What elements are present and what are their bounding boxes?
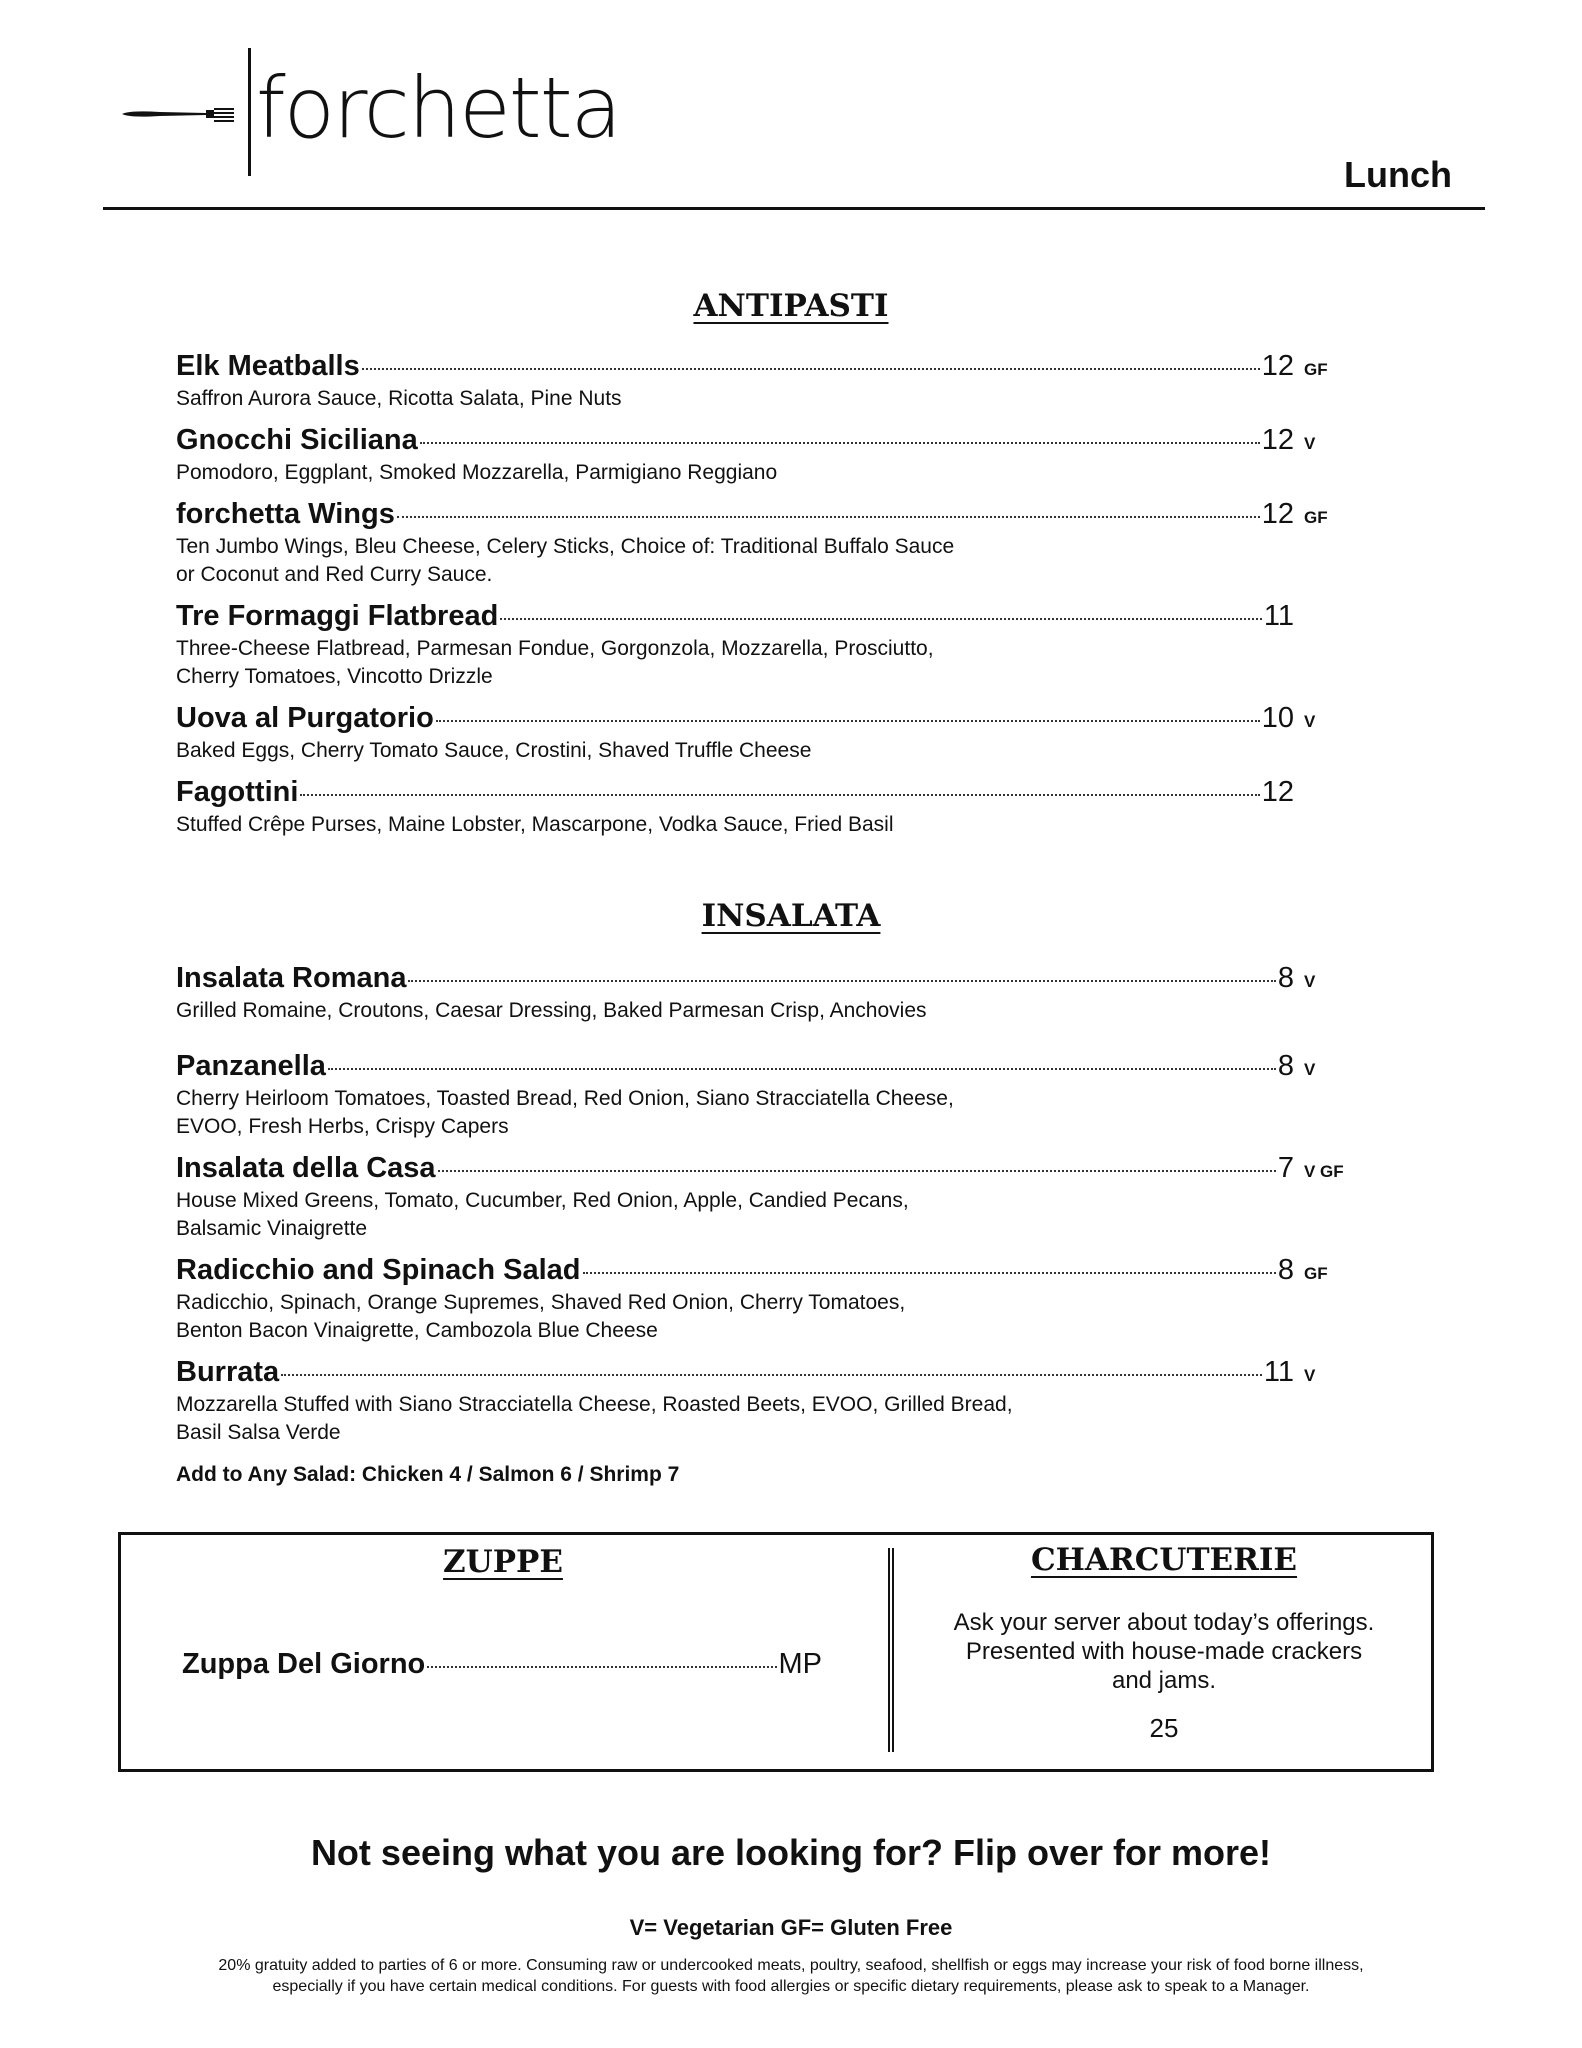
item-price: 11 bbox=[1263, 600, 1294, 632]
menu-item-row bbox=[176, 776, 1366, 809]
item-name: Radicchio and Spinach Salad bbox=[176, 1254, 581, 1286]
menu-item-zuppa bbox=[182, 1648, 822, 1681]
menu-item bbox=[176, 1356, 1366, 1447]
dietary-tag: V bbox=[1304, 1366, 1316, 1385]
fork-icon bbox=[120, 102, 245, 126]
leader-dots bbox=[420, 442, 1260, 444]
charcuterie-line: Presented with house-made crackers bbox=[965, 1638, 1363, 1665]
item-price: 8 bbox=[1277, 1254, 1294, 1286]
description-line: Basil Salsa Verde bbox=[176, 1421, 341, 1444]
disclaimer-line: especially if you have certain medical conditions. For guests with food allergies or specific dietary requirements, please ask to speak to a Manager. bbox=[272, 1978, 1310, 1995]
dietary-legend: V= Vegetarian GF= Gluten Free bbox=[629, 1915, 953, 1940]
leader-dots bbox=[362, 368, 1260, 370]
dietary-tag: V GF bbox=[1304, 1162, 1344, 1181]
menu-item-row bbox=[176, 962, 1366, 995]
description-line: Baked Eggs, Cherry Tomato Sauce, Crostini, Shaved Truffle Cheese bbox=[176, 739, 812, 762]
description-line: Pomodoro, Eggplant, Smoked Mozzarella, Parmigiano Reggiano bbox=[176, 461, 778, 484]
item-price: 7 bbox=[1277, 1152, 1294, 1184]
charcuterie-price: 25 bbox=[1149, 1713, 1179, 1743]
description-line: Cherry Heirloom Tomatoes, Toasted Bread, Red Onion, Siano Stracciatella Cheese, bbox=[176, 1087, 954, 1110]
menu-item-row bbox=[176, 1254, 1366, 1287]
item-price: 12 bbox=[1261, 424, 1294, 456]
header-divider bbox=[103, 207, 1485, 210]
item-name: Zuppa Del Giorno bbox=[182, 1648, 426, 1680]
leader-dots bbox=[328, 1068, 1276, 1070]
description-line: Saffron Aurora Sauce, Ricotta Salata, Pine Nuts bbox=[176, 387, 622, 410]
description-line: Benton Bacon Vinaigrette, Cambozola Blue Cheese bbox=[176, 1319, 658, 1342]
leader-dots bbox=[583, 1272, 1276, 1274]
description-line: Radicchio, Spinach, Orange Supremes, Shaved Red Onion, Cherry Tomatoes, bbox=[176, 1291, 906, 1314]
section-title-charcuterie: CHARCUTERIE bbox=[1030, 1542, 1298, 1578]
dietary-tag: V bbox=[1304, 972, 1316, 991]
menu-item-row bbox=[176, 1152, 1366, 1185]
menu-item bbox=[176, 702, 1366, 765]
description-line: Stuffed Crêpe Purses, Maine Lobster, Mascarpone, Vodka Sauce, Fried Basil bbox=[176, 813, 894, 836]
item-description bbox=[176, 635, 1366, 691]
description-line: or Coconut and Red Curry Sauce. bbox=[176, 563, 493, 586]
menu-item-row bbox=[176, 1050, 1366, 1083]
logo-wordmark: forchetta bbox=[256, 59, 621, 157]
description-line: Mozzarella Stuffed with Siano Stracciatella Cheese, Roasted Beets, EVOO, Grilled Bread, bbox=[176, 1393, 1013, 1416]
item-price: 10 bbox=[1261, 702, 1294, 734]
menu-item-row bbox=[176, 600, 1366, 633]
dietary-tag: GF bbox=[1304, 360, 1328, 379]
leader-dots bbox=[500, 618, 1262, 620]
charcuterie-line: and jams. bbox=[1111, 1667, 1217, 1694]
menu-item bbox=[176, 962, 1366, 1025]
item-name: Burrata bbox=[176, 1356, 280, 1388]
description-line: House Mixed Greens, Tomato, Cucumber, Red Onion, Apple, Candied Pecans, bbox=[176, 1189, 909, 1212]
dietary-tag: V bbox=[1304, 1060, 1316, 1079]
description-line: Three-Cheese Flatbread, Parmesan Fondue, Gorgonzola, Mozzarella, Prosciutto, bbox=[176, 637, 934, 660]
item-price: 12 bbox=[1261, 776, 1294, 808]
item-description bbox=[176, 1187, 1366, 1243]
description-line: Ten Jumbo Wings, Bleu Cheese, Celery Sticks, Choice of: Traditional Buffalo Sauce bbox=[176, 535, 955, 558]
item-price: 12 bbox=[1261, 498, 1294, 530]
description-line: Grilled Romaine, Croutons, Caesar Dressing, Baked Parmesan Crisp, Anchovies bbox=[176, 999, 927, 1022]
logo bbox=[120, 48, 621, 178]
logo-divider bbox=[248, 48, 251, 176]
leader-dots bbox=[427, 1666, 776, 1668]
item-name: forchetta Wings bbox=[176, 498, 395, 530]
leader-dots bbox=[436, 720, 1260, 722]
leader-dots bbox=[438, 1170, 1276, 1172]
description-line: Cherry Tomatoes, Vincotto Drizzle bbox=[176, 665, 493, 688]
menu-item-row bbox=[176, 1356, 1366, 1389]
item-name: Panzanella bbox=[176, 1050, 326, 1082]
menu-item bbox=[176, 424, 1366, 487]
item-name: Uova al Purgatorio bbox=[176, 702, 434, 734]
description-line: EVOO, Fresh Herbs, Crispy Capers bbox=[176, 1115, 509, 1138]
menu-item-row bbox=[176, 424, 1366, 457]
menu-item bbox=[176, 1152, 1366, 1243]
leader-dots bbox=[281, 1374, 1262, 1376]
item-name: Gnocchi Siciliana bbox=[176, 424, 418, 456]
item-description bbox=[176, 385, 1366, 413]
item-price: 8 bbox=[1277, 962, 1294, 994]
item-price: 8 bbox=[1277, 1050, 1294, 1082]
box-divider bbox=[888, 1548, 894, 1752]
item-description bbox=[176, 1289, 1366, 1345]
menu-item bbox=[176, 600, 1366, 691]
menu-item bbox=[176, 776, 1366, 839]
flip-over-callout: Not seeing what you are looking for? Flip over for more! bbox=[310, 1832, 1272, 1873]
dietary-tag: V bbox=[1304, 712, 1316, 731]
item-price: 12 bbox=[1261, 350, 1294, 382]
item-name: Insalata della Casa bbox=[176, 1152, 436, 1184]
menu-item-row bbox=[176, 702, 1366, 735]
item-name: Tre Formaggi Flatbread bbox=[176, 600, 499, 632]
item-description bbox=[176, 811, 1366, 839]
description-line: Balsamic Vinaigrette bbox=[176, 1217, 368, 1240]
item-description bbox=[176, 533, 1366, 589]
dietary-tag: GF bbox=[1304, 508, 1328, 527]
disclaimer bbox=[100, 1955, 1482, 1997]
item-description bbox=[176, 459, 1366, 487]
menu-item-row bbox=[176, 350, 1366, 383]
charcuterie-description bbox=[910, 1608, 1418, 1695]
salad-add-on-note: Add to Any Salad: Chicken 4 / Salmon 6 / Shrimp 7 bbox=[176, 1463, 680, 1486]
item-description bbox=[176, 1391, 1366, 1447]
charcuterie-line: Ask your server about today’s offerings. bbox=[953, 1609, 1375, 1636]
meal-title: Lunch bbox=[1344, 154, 1452, 195]
item-description bbox=[176, 737, 1366, 765]
item-description bbox=[176, 1085, 1366, 1141]
leader-dots bbox=[397, 516, 1260, 518]
menu-item bbox=[176, 1050, 1366, 1141]
menu-item-row bbox=[176, 498, 1366, 531]
item-description bbox=[176, 997, 1366, 1025]
menu-item bbox=[176, 498, 1366, 589]
section-title-insalata: INSALATA bbox=[701, 898, 881, 934]
item-name: Elk Meatballs bbox=[176, 350, 360, 382]
dietary-tag: GF bbox=[1304, 1264, 1328, 1283]
dietary-tag: V bbox=[1304, 434, 1316, 453]
item-name: Insalata Romana bbox=[176, 962, 407, 994]
item-name: Fagottini bbox=[176, 776, 299, 808]
item-price: 11 bbox=[1263, 1356, 1294, 1388]
item-price: MP bbox=[778, 1648, 822, 1680]
leader-dots bbox=[300, 794, 1259, 796]
disclaimer-line: 20% gratuity added to parties of 6 or more. Consuming raw or undercooked meats, poultry, seafood, shellfish or eggs may increase your risk of food borne illness, bbox=[218, 1957, 1364, 1974]
menu-item bbox=[176, 1254, 1366, 1345]
leader-dots bbox=[408, 980, 1275, 982]
section-title-antipasti: ANTIPASTI bbox=[693, 288, 889, 324]
section-title-zuppe: ZUPPE bbox=[443, 1544, 563, 1580]
menu-item bbox=[176, 350, 1366, 413]
